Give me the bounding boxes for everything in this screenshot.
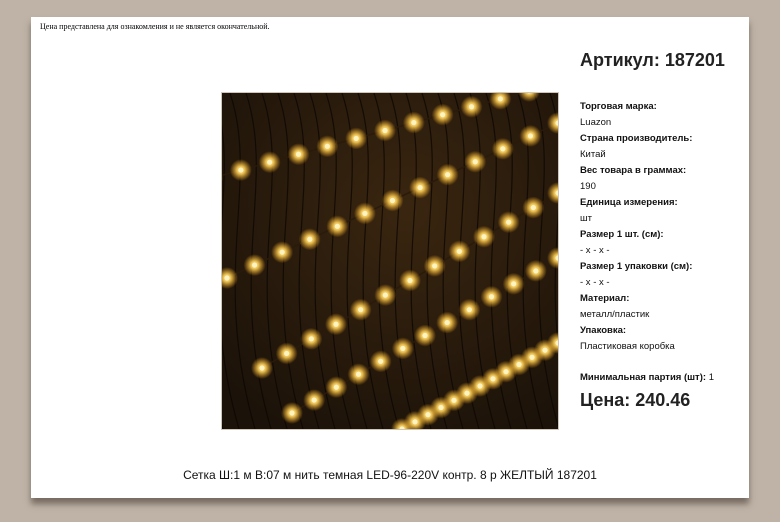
spec-value: - x - x - [580,277,610,288]
led-net-garland-photo [222,93,558,429]
min-lot-label: Минимальная партия (шт): [580,372,707,383]
spec-value: Luazon [580,117,612,128]
spec-item [580,259,745,291]
product-sheet [31,17,749,498]
spec-label: Страна производитель: [580,133,693,144]
spec-label: Размер 1 упаковки (см): [580,261,693,272]
spec-item [580,227,745,259]
spec-value: Пластиковая коробка [580,341,675,352]
spec-label: Торговая марка: [580,101,657,112]
min-lot-value: 1 [708,372,714,383]
spec-label: Материал: [580,293,630,304]
spec-value: - x - x - [580,245,610,256]
article-number: Артикул: 187201 [580,50,725,70]
price: Цена: 240.46 [580,390,691,410]
product-title: Сетка Ш:1 м В:07 м нить темная LED-96-220V контр. 8 р ЖЕЛТЫЙ 187201 [183,468,597,482]
spec-value: металл/пластик [580,309,650,320]
spec-value: Китай [580,149,606,160]
spec-list [580,99,745,355]
spec-value: шт [580,213,592,224]
spec-item [580,163,745,195]
spec-item [580,99,745,131]
spec-item [580,291,745,323]
spec-item [580,195,745,227]
spec-label: Вес товара в граммах: [580,165,687,176]
spec-label: Единица измерения: [580,197,678,208]
min-lot [580,372,714,383]
spec-item [580,131,745,163]
spec-value: 190 [580,181,596,192]
product-photo [221,92,559,430]
spec-item [580,323,745,355]
spec-label: Упаковка: [580,325,627,336]
price-disclaimer: Цена представлена для ознакомления и не является окончательной. [40,22,270,31]
spec-label: Размер 1 шт. (см): [580,229,664,240]
